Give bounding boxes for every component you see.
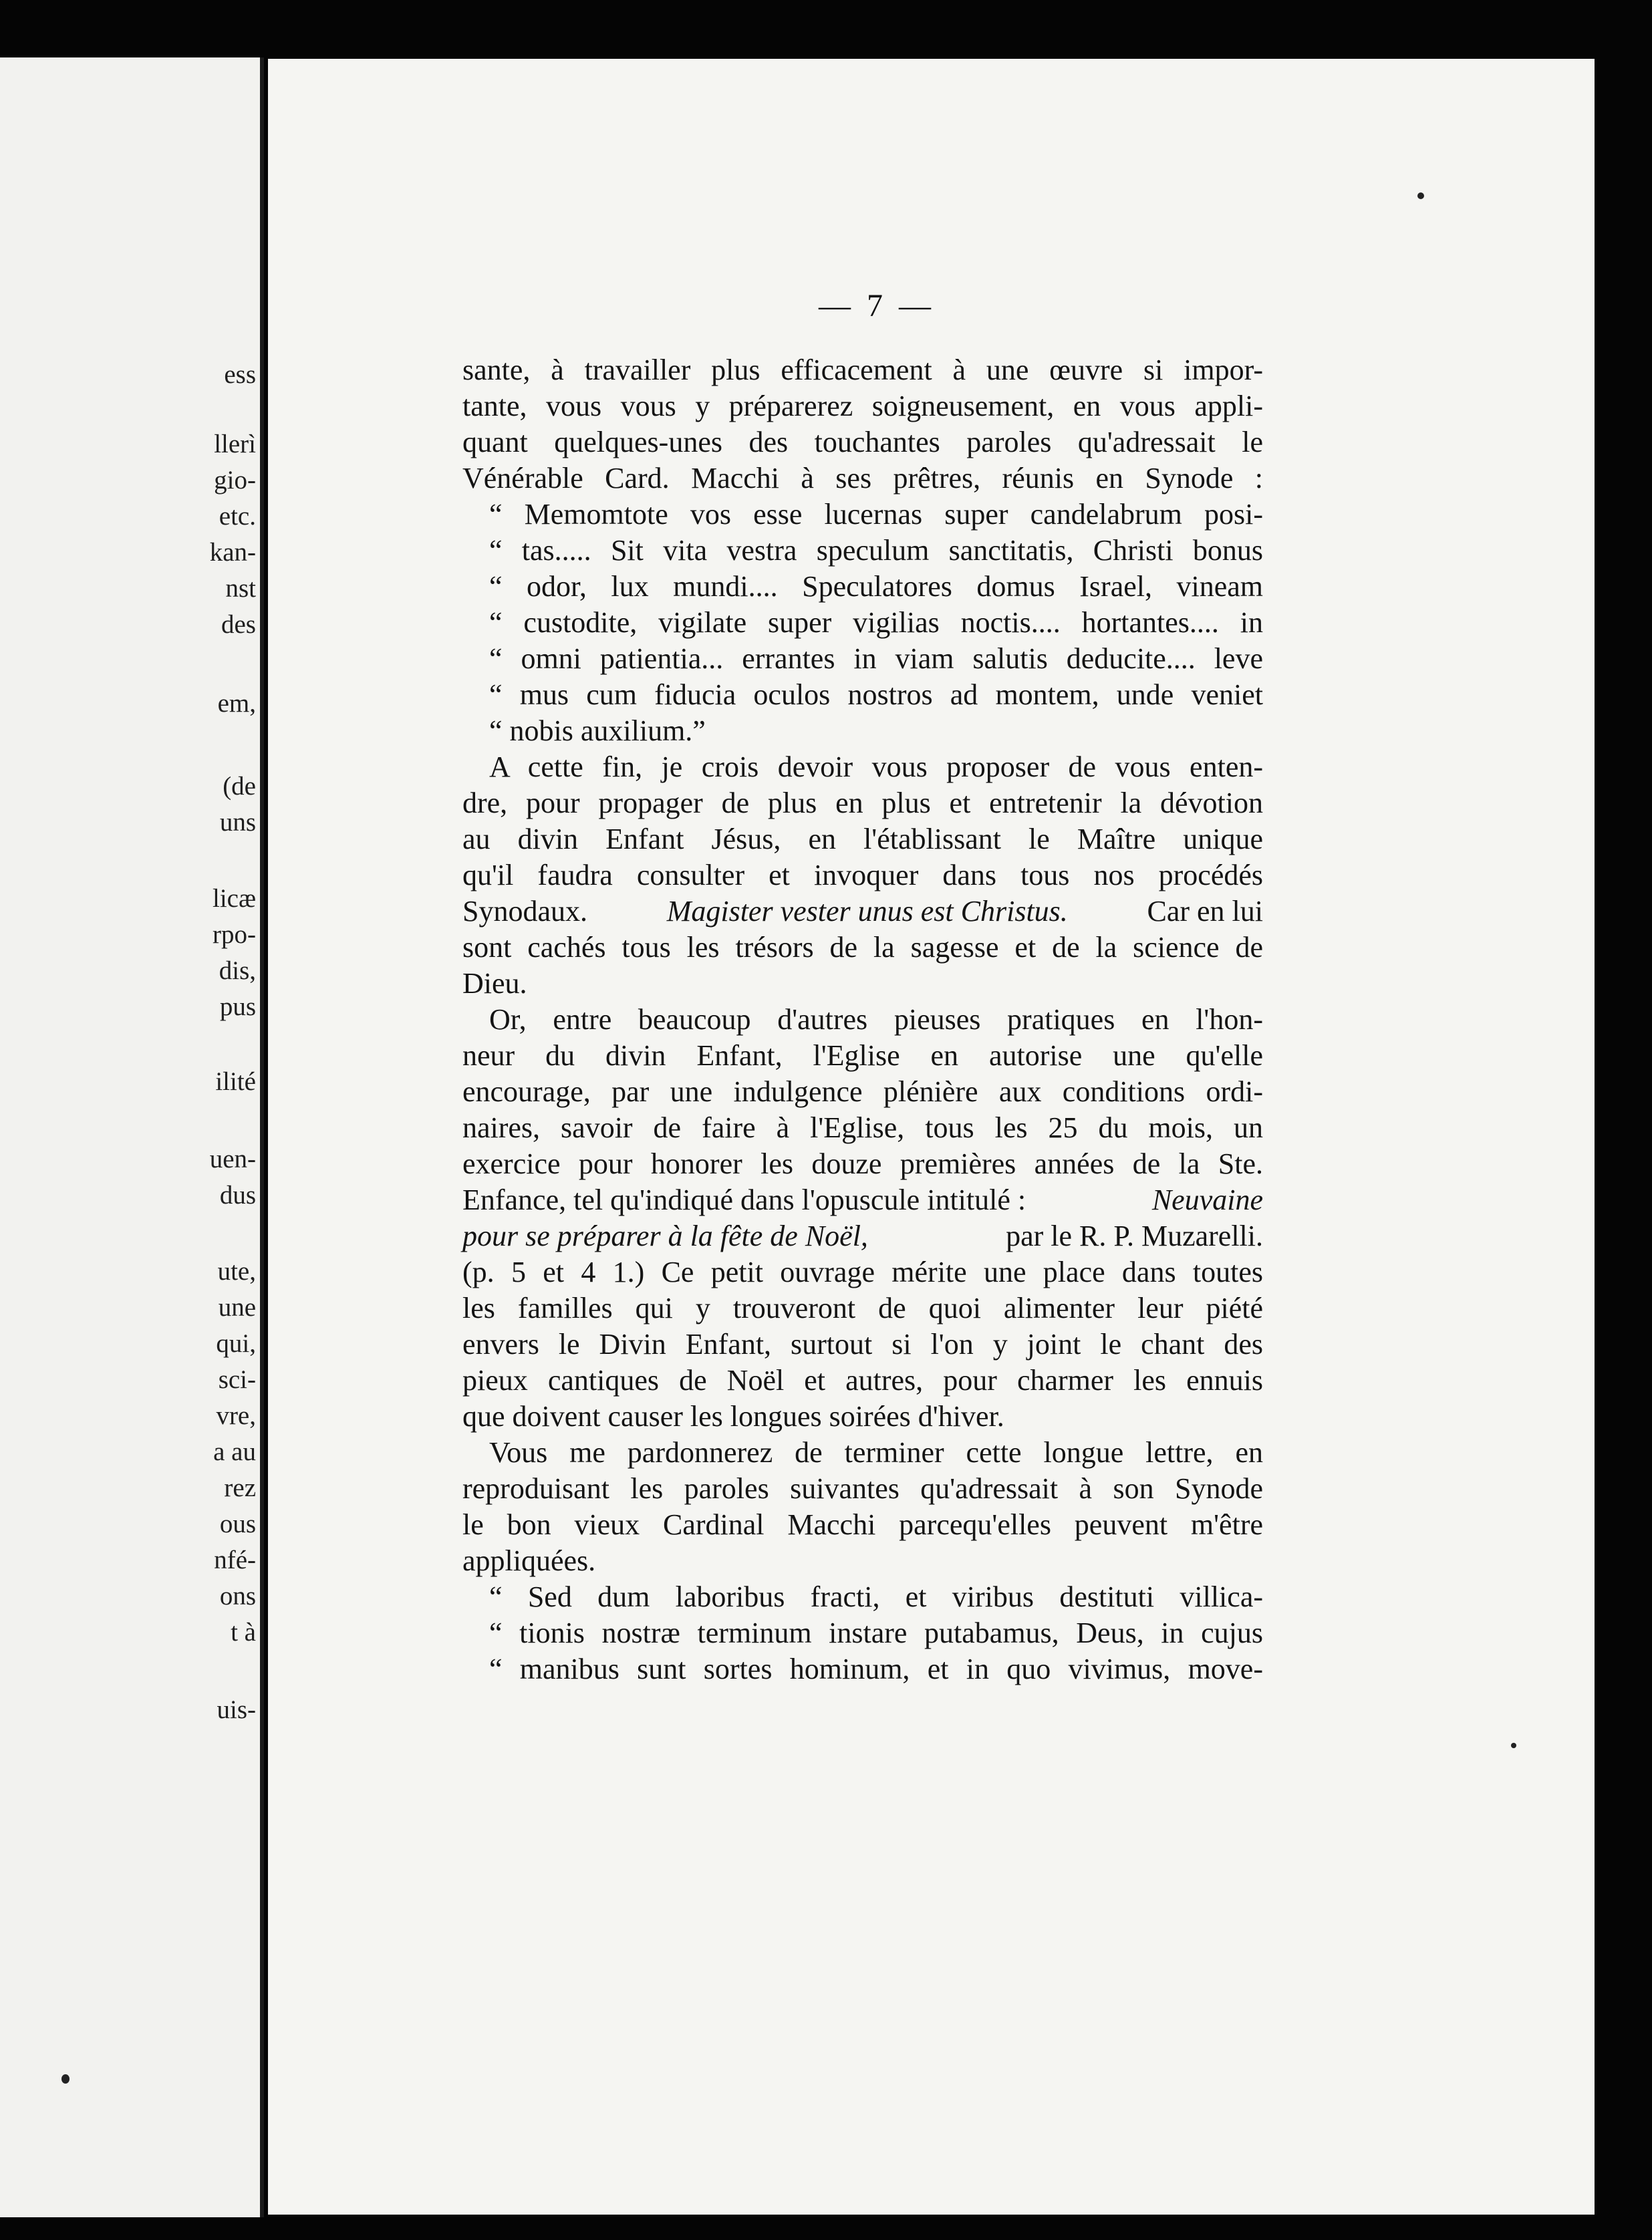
text-line: (p. 5 et 4 1.) Ce petit ouvrage mérite une place dans toutes	[462, 1256, 1263, 1288]
ink-speck	[1417, 192, 1424, 199]
left-page-fragment: nst	[225, 574, 256, 603]
left-page-fragment: uen-	[209, 1145, 256, 1173]
left-page-fragment: sci-	[218, 1365, 256, 1394]
text-line: dre, pour propager de plus en plus et entretenir la dévotion	[462, 787, 1263, 819]
left-page-fragment: nfé-	[214, 1546, 256, 1574]
text-segment: par le R. P. Muzarelli.	[1006, 1220, 1263, 1252]
text-line: “ odor, lux mundi.... Speculatores domus Israel, vineam	[489, 570, 1263, 603]
text-line: appliquées.	[462, 1544, 596, 1577]
left-page-fragment: uis-	[217, 1695, 256, 1724]
left-page-fragment: ute,	[217, 1257, 256, 1286]
text-line: exercice pour honorer les douze premières années de la Ste.	[462, 1147, 1263, 1180]
text-line: Vous me pardonnerez de terminer cette longue lettre, en	[489, 1436, 1263, 1469]
left-page	[0, 57, 264, 2217]
left-page-fragment: em,	[217, 689, 256, 718]
left-page-fragment: llerì	[214, 430, 256, 458]
left-page-fragment: uns	[219, 808, 256, 837]
left-page-fragment: gio-	[214, 466, 256, 495]
left-page-fragment: (de	[223, 772, 256, 801]
italic-title: Neuvaine	[1151, 1183, 1263, 1216]
text-line: Dieu.	[462, 967, 527, 1000]
text-line: “ tionis nostræ terminum instare putabamus, Deus, in cujus	[489, 1617, 1263, 1649]
ink-speck	[61, 2074, 70, 2084]
text-line: naires, savoir de faire à l'Eglise, tous les 25 du mois, un	[462, 1111, 1263, 1144]
text-segment: Car en lui	[1147, 895, 1263, 928]
left-page-fragment: des	[221, 610, 256, 639]
text-line	[462, 1183, 1263, 1217]
text-line: “ custodite, vigilate super vigilias noctis.... hortantes.... in	[489, 606, 1263, 639]
page-number: — 7 —	[819, 288, 935, 323]
text-line: “ mus cum fiducia oculos nostros ad montem, unde veniet	[489, 678, 1263, 711]
left-page-fragment: t à	[231, 1618, 256, 1647]
text-line: que doivent causer les longues soirées d'hiver.	[462, 1400, 1004, 1433]
text-line: A cette fin, je crois devoir vous proposer de vous enten-	[489, 750, 1263, 783]
text-line	[462, 1220, 1263, 1253]
left-page-fragment: rpo-	[213, 920, 256, 949]
text-line: sante, à travailler plus efficacement à une œuvre si impor-	[462, 354, 1263, 386]
left-page-fragment: vre,	[216, 1401, 256, 1430]
text-line: envers le Divin Enfant, surtout si l'on y joint le chant des	[462, 1328, 1263, 1361]
text-line: “ omni patientia... errantes in viam salutis deducite.... leve	[489, 642, 1263, 675]
left-page-fragment: ons	[219, 1582, 256, 1611]
text-line: qu'il faudra consulter et invoquer dans tous nos procédés	[462, 859, 1263, 891]
left-page-fragment: qui,	[216, 1329, 256, 1358]
left-page-fragment: a au	[213, 1437, 256, 1466]
text-line: sont cachés tous les trésors de la sagesse et de la science de	[462, 931, 1263, 964]
text-line: “ tas..... Sit vita vestra speculum sanctitatis, Christi bonus	[489, 534, 1263, 567]
left-page-fragment: kan-	[209, 538, 256, 567]
text-line: quant quelques-unes des touchantes paroles qu'adressait le	[462, 426, 1263, 458]
text-line	[462, 895, 1263, 928]
left-page-fragment: pus	[219, 992, 256, 1021]
text-line: Vénérable Card. Macchi à ses prêtres, réunis en Synode :	[462, 462, 1263, 495]
left-page-fragment: ess	[224, 360, 256, 389]
text-segment: Enfance, tel qu'indiqué dans l'opuscule intitulé :	[462, 1183, 1026, 1216]
left-page-fragment: ilité	[215, 1067, 256, 1096]
text-line: tante, vous vous y préparerez soigneusement, en vous appli-	[462, 390, 1263, 422]
text-line: “ manibus sunt sortes hominum, et in quo vivimus, move-	[489, 1653, 1263, 1685]
text-line: encourage, par une indulgence plénière aux conditions ordi-	[462, 1075, 1263, 1108]
text-line: reproduisant les paroles suivantes qu'adressait à son Synode	[462, 1472, 1263, 1505]
italic-title: pour se préparer à la fête de Noël,	[462, 1220, 868, 1252]
text-line: le bon vieux Cardinal Macchi parcequ'elles peuvent m'être	[462, 1508, 1263, 1541]
left-page-fragment: etc.	[219, 502, 256, 531]
page-gutter	[260, 57, 264, 2217]
left-page-fragment: une	[218, 1293, 256, 1322]
left-page-fragment: rez	[224, 1474, 256, 1502]
left-page-fragment: ous	[219, 1510, 256, 1538]
left-page-fragment: dis,	[219, 956, 256, 985]
text-line: les familles qui y trouveront de quoi alimenter leur piété	[462, 1292, 1263, 1324]
text-line: au divin Enfant Jésus, en l'établissant le Maître unique	[462, 823, 1263, 855]
text-line: Or, entre beaucoup d'autres pieuses pratiques en l'hon-	[489, 1003, 1263, 1036]
left-page-fragment: dus	[219, 1181, 256, 1210]
ink-speck	[1511, 1743, 1516, 1748]
text-line: pieux cantiques de Noël et autres, pour charmer les ennuis	[462, 1364, 1263, 1397]
left-page-fragment: licæ	[213, 884, 256, 913]
text-line: neur du divin Enfant, l'Eglise en autorise une qu'elle	[462, 1039, 1263, 1072]
text-line: “ Memomtote vos esse lucernas super candelabrum posi-	[489, 498, 1263, 531]
italic-citation: Magister vester unus est Christus.	[666, 895, 1068, 928]
text-line: “ nobis auxilium.”	[489, 714, 706, 747]
text-segment: Synodaux.	[462, 895, 587, 928]
text-line: “ Sed dum laboribus fracti, et viribus destituti villica-	[489, 1580, 1263, 1613]
